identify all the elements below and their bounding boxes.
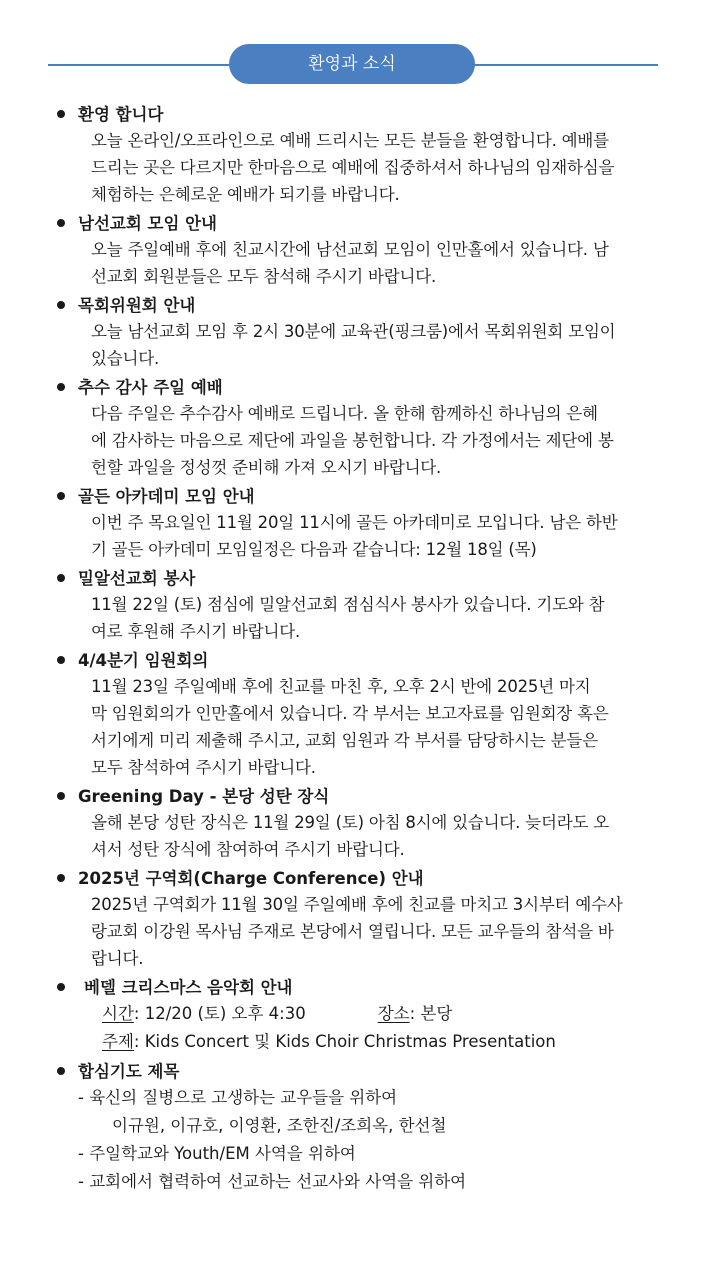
announcement-pastoral-committee [57,293,667,372]
announcement-title: Greening Day - 본당 성탄 장식 [78,787,330,806]
announcement-body [91,591,667,645]
bullet-icon [57,874,65,882]
time-value: : 12/20 (토) 오후 4:30 [133,1004,306,1023]
body-line: 오늘 남선교회 모임 후 2시 30분에 교육관(핑크룸)에서 목회위원회 모임이 [91,322,616,341]
body-line: 오늘 주일예배 후에 친교시간에 남선교회 모임이 인만홀에서 있습니다. 남 [91,240,609,259]
bullet-icon [57,574,65,582]
announcement-body [91,509,667,563]
announcement-body [91,809,667,863]
body-line: 드리는 곳은 다르지만 한마음으로 예배에 집중하셔서 하나님의 임재하심을 [91,158,615,177]
announcement-title: 2025년 구역회(Charge Conference) 안내 [78,869,424,888]
announcement-title: 밀알선교회 봉사 [78,569,196,588]
concert-theme-row [102,1028,667,1056]
place-label: 장소 [377,1004,410,1023]
announcement-title: 베델 크리스마스 음악회 안내 [84,978,293,997]
concert-time-place-row [102,1000,667,1028]
time-label: 시간 [102,1004,134,1023]
bullet-icon [57,301,65,309]
prayer-line: - 교회에서 협력하여 선교하는 선교사와 사역을 위하여 [78,1172,467,1191]
body-line: 2025년 구역회가 11월 30일 주일예배 후에 친교를 마치고 3시부터 예수사 [91,895,623,914]
announcement-body [91,400,667,481]
announcement-body [91,891,667,972]
section-header [0,42,714,88]
place-value: : 본당 [409,1004,453,1023]
announcement-welcome [57,102,667,208]
body-line: 올해 본당 성탄 장식은 11월 29일 (토) 아침 8시에 있습니다. 늦더라도 오 [91,813,609,832]
announcement-officers-meeting [57,648,667,781]
bullet-icon [57,656,65,664]
announcement-greening-day [57,784,667,863]
bullet-icon [57,792,65,800]
announcement-golden-academy [57,484,667,563]
announcement-title: 4/4분기 임원회의 [78,651,209,670]
bullet-icon [57,219,65,227]
announcement-body [91,127,667,208]
section-title: 환영과 소식 [229,44,475,84]
theme-value: : Kids Concert 및 Kids Choir Christmas Presentation [133,1032,556,1051]
bullet-icon [57,492,65,500]
body-line: 막 임원회의가 인만홀에서 있습니다. 각 부서는 보고자료를 임원회장 혹은 [91,704,609,723]
body-line: 11월 23일 주일예배 후에 친교를 마친 후, 오후 2시 반에 2025년 마지 [91,677,591,696]
prayer-line: - 육신의 질병으로 고생하는 교우들을 위하여 [78,1088,398,1107]
bullet-icon [57,1067,65,1075]
announcement-body [91,236,667,290]
body-line: 다음 주일은 추수감사 예배로 드립니다. 올 한해 함께하신 하나님의 은혜 [91,404,598,423]
body-line: 기 골든 아카데미 모임일정은 다음과 같습니다: 12월 18일 (목) [91,540,537,559]
body-line: 오늘 온라인/오프라인으로 예배 드리시는 모든 분들을 환영합니다. 예배를 [91,131,609,150]
announcement-title: 목회위원회 안내 [78,296,196,315]
announcement-title: 추수 감사 주일 예배 [78,378,223,397]
body-line: 서기에게 미리 제출해 주시고, 교회 임원과 각 부서를 담당하시는 분들은 [91,731,598,750]
body-line: 선교회 회원분들은 모두 참석해 주시기 바랍니다. [91,267,437,286]
body-line: 여로 후원해 주시기 바랍니다. [91,622,301,641]
announcement-prayer-topics [57,1059,667,1196]
prayer-line: - 주일학교와 Youth/EM 사역을 위하여 [78,1144,356,1163]
announcement-milal-mission [57,566,667,645]
announcement-christmas-concert [57,975,667,1056]
announcement-title: 환영 합니다 [78,105,164,124]
announcement-title: 남선교회 모임 안내 [78,214,218,233]
body-line: 랑교회 이강원 목사님 주재로 본당에서 열립니다. 모든 교우들의 참석을 바 [91,922,614,941]
announcement-mens-fellowship [57,211,667,290]
body-line: 헌할 과일을 정성껏 준비해 가져 오시기 바랍니다. [91,458,442,477]
body-line: 에 감사하는 마음으로 제단에 과일을 봉헌합니다. 각 가정에서는 제단에 봉 [91,431,614,450]
announcement-thanksgiving [57,375,667,481]
body-line: 셔서 성탄 장식에 참여하여 주시기 바랍니다. [91,840,405,859]
body-line: 이번 주 목요일인 11월 20일 11시에 골든 아카데미로 모입니다. 남은 하반 [91,513,618,532]
body-line: 체험하는 은혜로운 예배가 되기를 바랍니다. [91,185,400,204]
announcements-list [57,102,667,1199]
prayer-names-line: 이규원, 이규호, 이영환, 조한진/조희옥, 한선철 [112,1116,447,1135]
body-line: 모두 참석하여 주시기 바랍니다. [91,758,316,777]
announcement-body [91,318,667,372]
announcement-body [91,673,667,781]
bullet-icon [57,383,65,391]
announcement-title: 골든 아카데미 모임 안내 [78,487,255,506]
bullet-icon [57,983,65,991]
theme-label: 주제 [102,1032,134,1051]
bullet-icon [57,110,65,118]
announcement-charge-conference [57,866,667,972]
body-line: 11월 22일 (토) 점심에 밀알선교회 점심식사 봉사가 있습니다. 기도와 참 [91,595,605,614]
body-line: 랍니다. [91,949,144,968]
body-line: 있습니다. [91,349,160,368]
announcement-title: 합심기도 제목 [78,1062,180,1081]
